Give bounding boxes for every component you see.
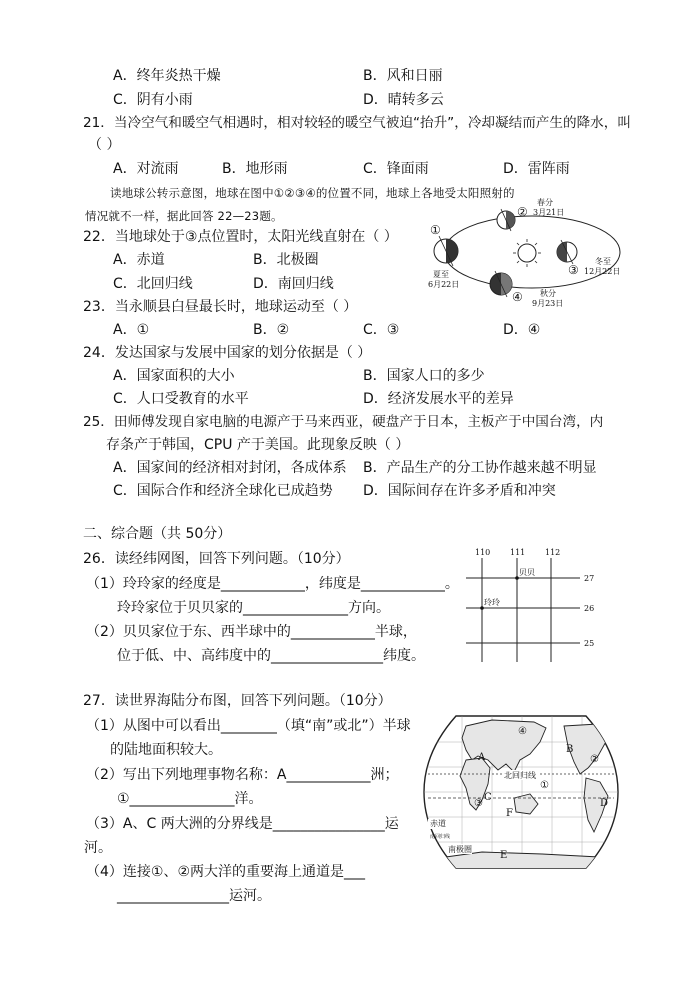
map-small-label: 南回归线 — [430, 834, 451, 840]
spring-label: 春分 — [537, 198, 553, 207]
q20-option-b: B．风和日丽 — [363, 68, 443, 84]
q22-stem: 22．当地球处于③点位置时，太阳光线直射在（ ） — [83, 229, 398, 245]
q20-option-a: A．终年炎热干燥 — [113, 68, 221, 84]
autumn-label: 秋分 — [540, 289, 556, 298]
q21-option-b: B．地形雨 — [222, 161, 288, 177]
q27-part4-a: （4）连接①、②两大洋的重要海上通道是___ — [86, 864, 366, 880]
q25-stem-1: 25．田师傅发现自家电脑的电源产于马来西亚，硬盘产于日本，主板产于中国台湾，内 — [83, 414, 604, 430]
intro-line-2: 情况就不一样，据此回答 22—23题。 — [85, 209, 283, 223]
q25-option-d: D．国际间存在许多矛盾和冲突 — [363, 483, 556, 499]
q26-part2-a: （2）贝贝家位于东、西半球中的____________半球， — [86, 624, 417, 640]
q23-option-a: A．① — [113, 322, 150, 338]
q27-part2-a: （2）写出下列地理事物名称：A____________洲； — [86, 767, 399, 783]
map-label-a: A — [478, 752, 486, 763]
lat-label-27: 27 — [584, 574, 595, 583]
q22-option-d: D．南回归线 — [253, 276, 334, 292]
q27-part1-b: 的陆地面积较大。 — [110, 742, 222, 758]
summer-label: 夏至 — [433, 270, 449, 279]
q26-stem: 26．读经纬网图，回答下列问题。（10分） — [83, 551, 350, 567]
q24-stem: 24．发达国家与发展中国家的划分依据是（ ） — [83, 345, 372, 361]
intro-line-1: 读地球公转示意图，地球在图中①②③④的位置不同，地球上各地受太阳照射的 — [110, 186, 515, 200]
q27-part2-b: ①_______________洋。 — [117, 791, 263, 807]
q25-option-b: B．产品生产的分工协作越来越不明显 — [363, 460, 597, 476]
lon-label-112: 112 — [545, 548, 561, 557]
spring-date: 3月21日 — [533, 208, 565, 217]
summer-date: 6月22日 — [428, 280, 460, 289]
earth-orbit-figure — [424, 196, 634, 311]
sun-icon — [518, 244, 536, 262]
q22-option-a: A．赤道 — [113, 252, 165, 268]
winter-date: 12月22日 — [584, 267, 621, 276]
map-antarctic-label: 南极圈 — [448, 845, 472, 854]
autumn-date: 9月23日 — [532, 299, 564, 308]
lingling-label: 玲玲 — [484, 598, 500, 607]
q27-part3-a: （3）A、C 两大洲的分界线是________________运 — [86, 816, 399, 832]
orbit-label-1: ① — [430, 223, 441, 237]
q25-stem-2: 存条产于韩国，CPU 产于美国。此现象反映（ ） — [106, 437, 410, 453]
q22-option-c: C．北回归线 — [113, 276, 193, 292]
winter-label: 冬至 — [595, 257, 611, 266]
map-label-4: ④ — [518, 726, 527, 737]
beibei-label: 贝贝 — [519, 568, 535, 577]
lat-label-25: 25 — [584, 639, 595, 648]
q26-part2-b: 位于低、中、高纬度中的________________纬度。 — [117, 648, 425, 664]
q24-option-a: A．国家面积的大小 — [113, 368, 235, 384]
q24-option-b: B．国家人口的多少 — [363, 368, 485, 384]
q27-part4-b: ________________运河。 — [117, 888, 271, 904]
map-label-1: ① — [540, 780, 549, 791]
q21-stem: 21．当冷空气和暖空气相遇时，相对较轻的暖空气被迫“抬升”，冷却凝结而产生的降水，叫 — [83, 115, 631, 131]
map-label-c: C — [484, 792, 492, 803]
q25-option-a: A．国家间的经济相对封闭，各成体系 — [113, 460, 347, 476]
world-map-figure — [422, 712, 620, 872]
q22-option-b: B．北极圈 — [253, 252, 319, 268]
q20-option-c: C．阴有小雨 — [113, 92, 193, 108]
lon-label-110: 110 — [475, 548, 491, 557]
earth-position-2 — [497, 209, 515, 231]
map-label-2: ② — [590, 754, 599, 765]
section-2-heading: 二、综合题（共 50分） — [83, 526, 232, 542]
q27-part3-b: 河。 — [84, 840, 112, 856]
map-label-d: D — [600, 798, 609, 809]
earth-position-4 — [490, 271, 512, 297]
lon-label-111: 111 — [510, 548, 526, 557]
map-label-b: B — [566, 744, 574, 755]
q23-option-b: B．② — [253, 322, 290, 338]
q23-stem: 23．当永顺县白昼最长时，地球运动至（ ） — [83, 299, 358, 315]
lat-lon-grid-figure — [462, 546, 610, 664]
q21-paren: （ ） — [88, 137, 121, 153]
q26-part1-a: （1）玲玲家的经度是____________，纬度是____________。 — [86, 576, 459, 592]
lat-label-26: 26 — [584, 604, 595, 613]
q27-stem: 27．读世界海陆分布图，回答下列问题。（10分） — [83, 693, 392, 709]
map-label-f: F — [506, 808, 513, 819]
map-tropic-label: 北回归线 — [504, 771, 536, 780]
q21-option-c: C．锋面雨 — [363, 161, 429, 177]
q24-option-c: C．人口受教育的水平 — [113, 391, 249, 407]
q20-option-d: D．晴转多云 — [363, 92, 444, 108]
q23-option-c: C．③ — [363, 322, 400, 338]
q26-part1-b: 玲玲家位于贝贝家的_______________方向。 — [117, 600, 390, 616]
q23-option-d: D．④ — [503, 322, 541, 338]
orbit-label-4: ④ — [512, 290, 523, 304]
orbit-label-3: ③ — [568, 263, 579, 277]
orbit-label-2: ② — [517, 205, 528, 219]
q21-option-a: A．对流雨 — [113, 161, 179, 177]
earth-position-1 — [434, 236, 458, 266]
map-label-3: ③ — [474, 798, 483, 809]
map-equator-label: 赤道 — [430, 819, 446, 828]
q25-option-c: C．国际合作和经济全球化已成趋势 — [113, 483, 333, 499]
q21-option-d: D．雷阵雨 — [503, 161, 570, 177]
q24-option-d: D．经济发展水平的差异 — [363, 391, 514, 407]
q27-part1-a: （1）从图中可以看出________（填“南”或北”）半球 — [86, 718, 411, 734]
earth-position-3 — [557, 240, 577, 264]
map-label-e: E — [500, 850, 508, 861]
